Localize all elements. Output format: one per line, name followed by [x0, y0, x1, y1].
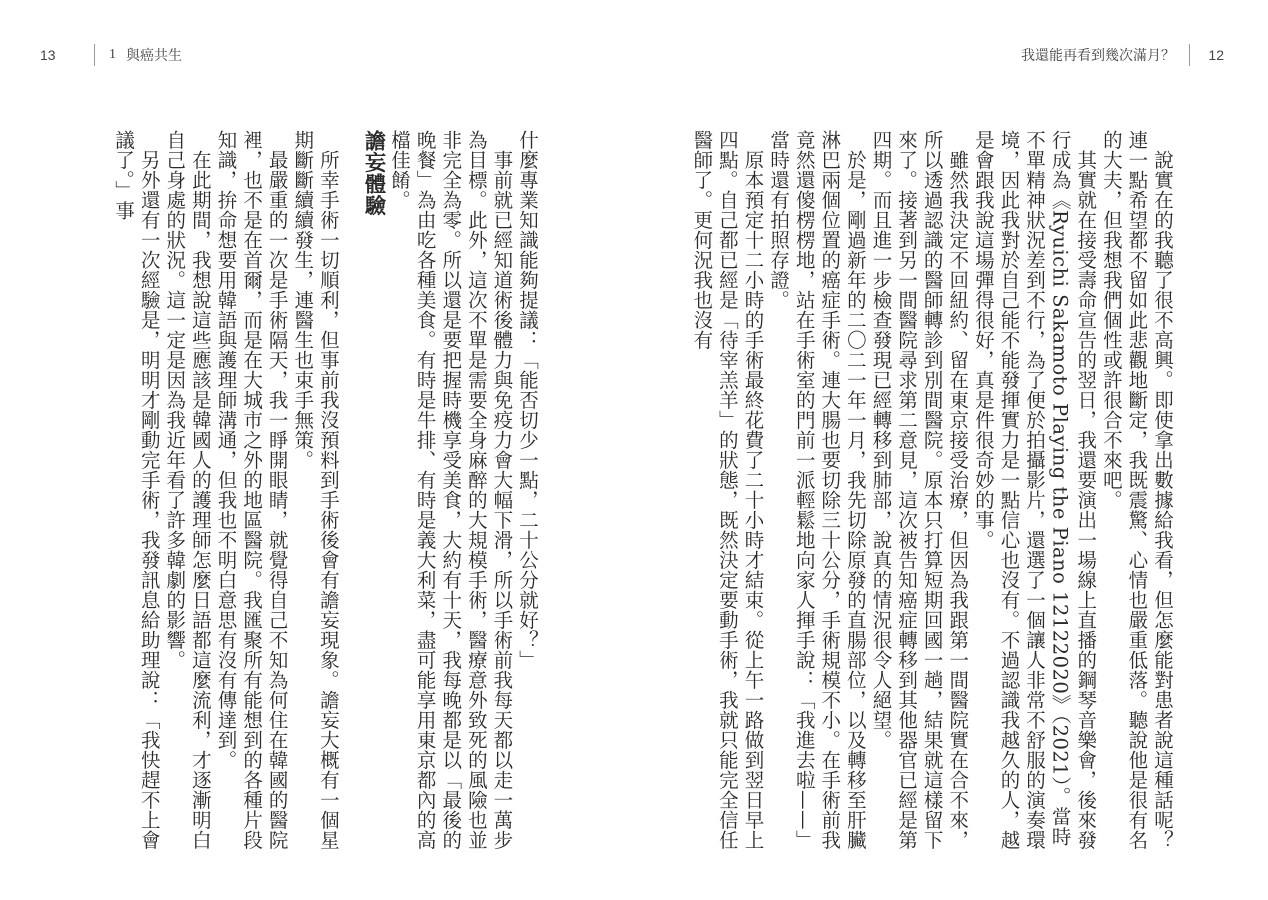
- left-page-body: [111, 130, 541, 860]
- chapter-number: 1: [109, 47, 116, 62]
- right-page: [690, 130, 1175, 860]
- paragraph: 於是，剛過新年的二〇二一年一月，我先切除原發的直腸部位，以及轉移至肝臟淋巴兩個位置的癌症手術。連大腸也要切除三十公分，手術規模不小。在手術前我竟然還傻楞楞地，站在手術室的門前一派輕鬆地向家人揮手說：「我進去啦——」當時還有拍照存證。: [767, 130, 867, 850]
- chapter-title: 與癌共生: [126, 47, 182, 63]
- header-divider: [1189, 44, 1190, 66]
- left-page: [80, 130, 540, 860]
- paragraph: 事前就已經知道術後體力與免疫力會大幅下滑，所以手術前我每天都以走一萬步為目標。此外，這次不單是需要全身麻醉的大規模手術，醫療意外致死的風險也並非完全為零。所以還是要把握時機享受美食，大約有十天，我每晚都是以「最後的晚餐」為由吃各種美食。有時是牛排、有時是義大利菜，盡可能享用東京都內的高檔佳餚。: [388, 130, 514, 850]
- running-title: 我還能再看到幾次滿月？: [1021, 47, 1175, 63]
- paragraph: 在此期間，我想說這些應該是韓國人的護理師怎麼日語都這麼流利，才逐漸明白自己身處的狀況。這一定是因為我近年看了許多韓劇的影響。: [163, 130, 212, 850]
- right-page-number: 12: [1208, 47, 1224, 63]
- right-page-body: [689, 130, 1175, 860]
- paragraph: 原本預定十二小時的手術最終花費了二十小時才結束。從上午一路做到翌日早上四點。自己都已經是「待宰羔羊」的狀態，既然決定要動手術，我就只能完全信任醫師了。更何況我也沒有: [690, 130, 765, 850]
- section-heading: 譫妄體驗: [362, 130, 387, 216]
- paragraph: 說實在的我聽了很不高興。即使拿出數據給我看，但怎麼能對患者說這種話呢？連一點希望都不留如此悲觀地斷定，我既震驚、心情也嚴重低落。聽說他是很有名的大夫，但我想我們個性或許很合不來吧。: [1099, 130, 1174, 850]
- paragraph: 最嚴重的一次是手術隔天，我一睜開眼睛，就覺得自己不知為何住在韓國的醫院裡，也不是在首爾，而是在大城市之外的地區醫院。我匯聚所有能想到的各種片段知識，拚命想要用韓語與護理師溝通，但我也不明白意思有沒有傳達到。: [214, 130, 289, 850]
- right-page-header: [1021, 44, 1224, 66]
- paragraph: 其實就在接受壽命宣告的翌日，我還要演出一場線上直播的鋼琴音樂會，後來發行成為《Ryuichi Sakamoto Playing the Piano 12122020》（2021）。當時不單精神狀況差到不行，為了便於拍攝影片，還選了一個讓人非常不舒服的演奏環境，因此我對於自己能不能發揮實力是一點信心也沒有。不過認識我越久的人，越是會跟我說這場彈得很好，真是件很奇妙的事。: [971, 130, 1098, 850]
- paragraph: 雖然我決定不回紐約、留在東京接受治療，但因為我跟第一間醫院實在合不來，所以透過認識的醫師轉診到別間醫院。原本只打算短期回國一趟，結果就這樣留下來了。接著到另一間醫院尋求第二意見，這次被告知癌症轉移到其他器官已經是第四期。而且進一步檢查發現已經轉移到肺部，說真的情況很令人絕望。: [869, 130, 970, 850]
- left-page-header: [40, 44, 182, 66]
- left-page-number: 13: [40, 47, 56, 63]
- paragraph: 什麼專業知識能夠提議：「能否切少一點，二十公分就好？」: [516, 130, 539, 670]
- paragraph: 所幸手術一切順利，但事前我沒預料到手術後會有譫妄現象。譫妄大概有一個星期斷斷續續發生，連醫生也束手無策。: [291, 130, 340, 850]
- paragraph: 另外還有一次經驗是，明明才剛動完手術，我發訊息給助理說：「我快趕不上會議了。」事: [112, 130, 161, 850]
- header-divider: [94, 44, 95, 66]
